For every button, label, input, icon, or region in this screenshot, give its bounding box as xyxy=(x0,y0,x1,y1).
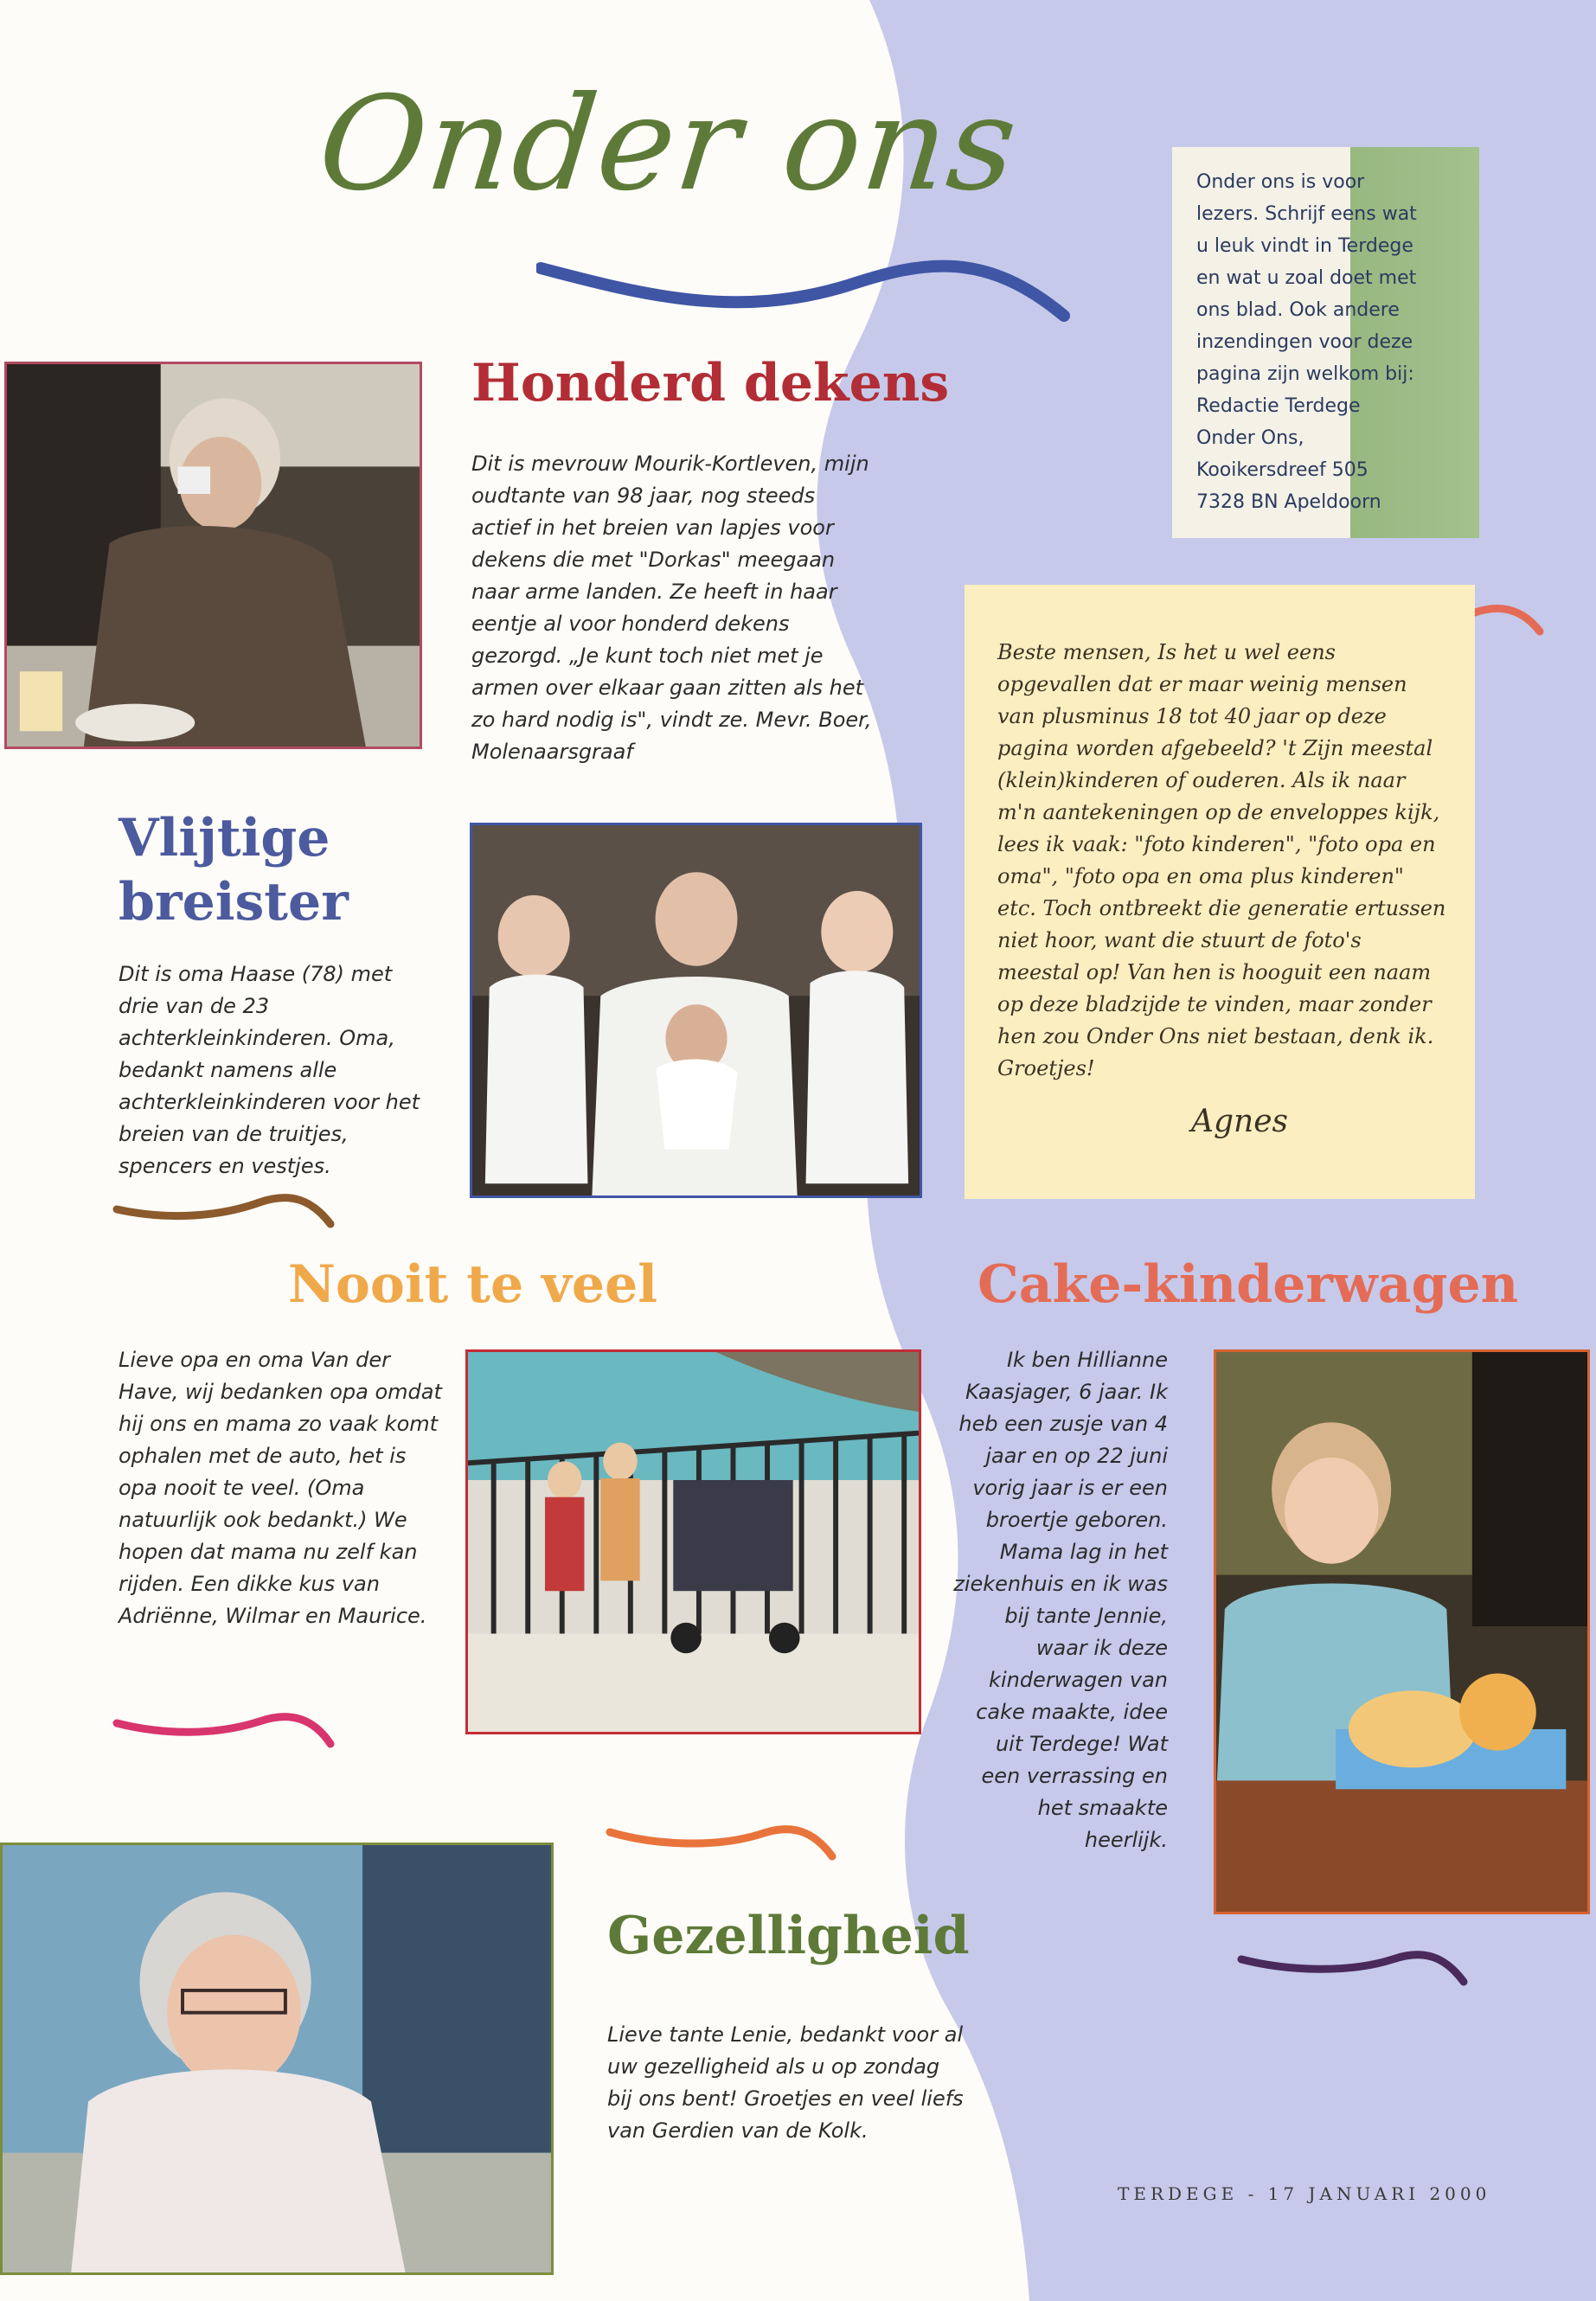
decorative-swoosh xyxy=(606,1817,839,1864)
heading-line: Vlijtige xyxy=(119,808,330,868)
letter-box xyxy=(965,585,1475,1199)
article-heading: Nooit te veel xyxy=(288,1254,658,1315)
info-line: Kooikersdreef 505 xyxy=(1196,459,1368,481)
info-line: lezers. Schrijf eens wat xyxy=(1196,203,1417,225)
article-body: Dit is oma Haase (78) met drie van de 23 achterkleinkinderen. Oma, bedankt namens alle achterkleinkinderen voor het breien van de truitjes, spencers en vestjes. xyxy=(119,962,420,1178)
info-line: Onder Ons, xyxy=(1196,427,1304,449)
submission-info-box xyxy=(1172,147,1479,538)
photo-vlijtige-breister xyxy=(470,823,922,1198)
info-line: ons blad. Ook andere xyxy=(1196,299,1400,321)
letter-body: Beste mensen, Is het u wel eens opgevallen dat er maar weinig mensen van plusminus 18 tot 40 jaar op deze pagina worden afgebeeld? 't Zijn meestal (klein)kinderen of ouderen. Als ik naar m'n aantekeningen op de enveloppes kijk, lees ik vaak: "foto kinderen", "foto opa en oma", "foto opa en oma plus kinderen" etc. Toch ontbreekt die generatie ertussen niet hoor, want die stuurt de foto's meestal op! Van hen is hooguit een naam op deze bladzijde te vinden, maar zonder hen zou Onder Ons niet bestaan, denk ik. Groetjes! xyxy=(997,640,1446,1080)
heading-line: breister xyxy=(119,872,349,933)
photo-gezelligheid xyxy=(0,1843,554,2275)
page-title: Onder ons xyxy=(311,69,1025,220)
article-body: Ik ben Hillianne Kaasjager, 6 jaar. Ik heb een zusje van 4 jaar en op 22 juni vorig jaar is er een broertje geboren. Mama lag in het ziekenhuis en ik was bij tante Jennie, waar ik deze kinderwagen van cake maakte, idee uit Terdege! Wat een verrassing en het smaakte heerlijk. xyxy=(953,1348,1168,1852)
info-line: en wat u zoal doet met xyxy=(1196,267,1417,289)
info-line: Redactie Terdege xyxy=(1196,395,1361,417)
article-heading: Cake-kinderwagen xyxy=(977,1254,1519,1315)
article-heading xyxy=(119,806,349,934)
letter-signature: Agnes xyxy=(1191,1104,1289,1139)
photo-cake-kinderwagen xyxy=(1214,1349,1590,1914)
info-line: 7328 BN Apeldoorn xyxy=(1196,491,1381,513)
info-line: inzendingen voor deze xyxy=(1196,331,1413,353)
article-body: Lieve opa en oma Van der Have, wij bedanken opa omdat hij ons en mama zo vaak komt ophalen met de auto, het is opa nooit te veel. (Oma natuurlijk ook bedankt.) We hopen dat mama nu zelf kan rijden. Een dikke kus van Adriënne, Wilmar en Maurice. xyxy=(119,1348,442,1628)
info-line: Onder ons is voor xyxy=(1196,171,1365,193)
page-footer: TERDEGE - 17 JANUARI 2000 xyxy=(1118,2183,1491,2204)
decorative-swoosh xyxy=(112,1185,337,1233)
decorative-swoosh xyxy=(112,1704,337,1752)
photo-honderd-dekens xyxy=(4,362,422,749)
article-heading: Honderd dekens xyxy=(471,353,950,413)
article-body: Dit is mevrouw Mourik-Kortleven, mijn oudtante van 98 jaar, nog steeds actief in het breien van lapjes voor dekens die met "Dorkas" meegaan naar arme landen. Ze heeft in haar eentje al voor honderd dekens gezorgd. „Je kunt toch niet met je armen over elkaar gaan zitten als het zo hard nodig is", vindt ze. Mevr. Boer, Molenaarsgraaf xyxy=(471,452,872,764)
title-swoosh xyxy=(536,242,1073,337)
decorative-swoosh xyxy=(1237,1942,1471,1990)
article-heading: Gezelligheid xyxy=(607,1906,970,1966)
info-line: u leuk vindt in Terdege xyxy=(1196,235,1413,257)
photo-nooit-te-veel xyxy=(465,1349,921,1734)
article-body: Lieve tante Lenie, bedankt voor al uw gezelligheid als u op zondag bij ons bent! Groetjes en veel liefs van Gerdien van de Kolk. xyxy=(607,2022,964,2143)
info-line: pagina zijn welkom bij: xyxy=(1196,363,1414,385)
